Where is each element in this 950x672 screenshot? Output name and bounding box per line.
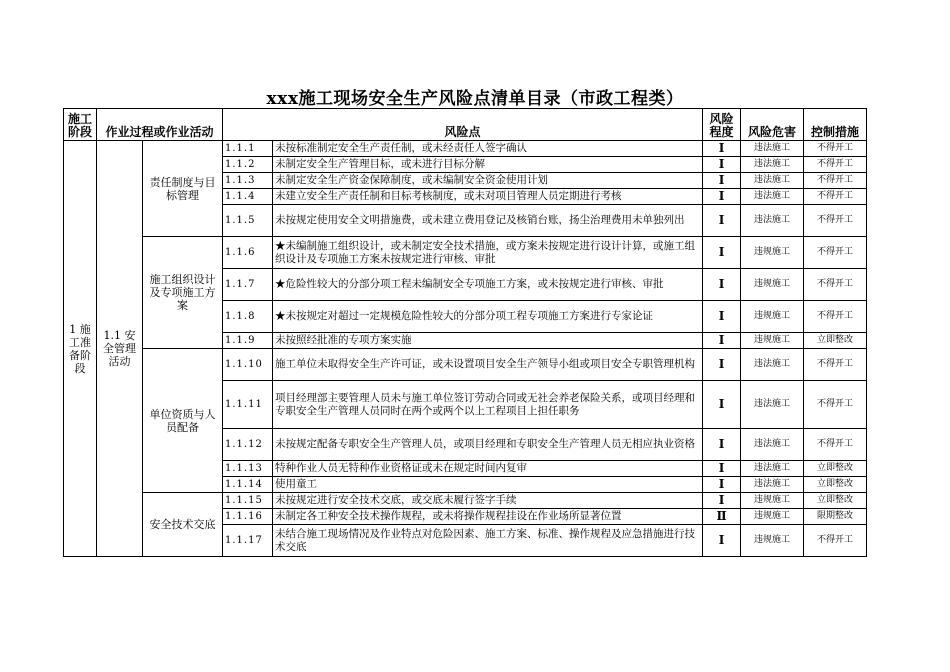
control-cell: 不得开工 — [804, 301, 867, 333]
harm-cell: 违法施工 — [741, 349, 804, 381]
risk-cell: ★危险性较大的分部分项工程未编制安全专项施工方案，或未按规定进行审核、审批 — [273, 269, 703, 301]
risk-cell: 未按规定进行安全技术交底，或交底未履行签字手续 — [273, 493, 703, 509]
code-cell: 1.1.9 — [223, 333, 273, 349]
control-cell: 不得开工 — [804, 173, 867, 189]
level-cell: Ⅰ — [703, 461, 741, 477]
level-cell: Ⅰ — [703, 301, 741, 333]
control-cell: 不得开工 — [804, 189, 867, 205]
table-row — [64, 349, 867, 381]
risk-cell: 未制定安全生产管理目标，或未进行目标分解 — [273, 157, 703, 173]
risk-cell: ★未编制施工组织设计，或未制定安全技术措施，或方案未按规定进行设计计算，或施工组织设计及专项施工方案未按规定进行审核、审批 — [273, 237, 703, 269]
risk-cell: 项目经理部主要管理人员未与施工单位签订劳动合同或无社会养老保险关系，或项目经理和专职安全生产管理人员同时在两个或两个以上工程项目上担任职务 — [273, 381, 703, 429]
risk-cell: 特种作业人员无特种作业资格证或未在规定时间内复审 — [273, 461, 703, 477]
code-cell: 1.1.8 — [223, 301, 273, 333]
code-cell: 1.1.4 — [223, 189, 273, 205]
header-control: 控制措施 — [804, 109, 867, 141]
activity-cell: 1.1 安全管理活动 — [97, 141, 143, 557]
control-cell: 立即整改 — [804, 493, 867, 509]
risk-cell: 未按规定配备专职安全生产管理人员，或项目经理和专职安全生产管理人员无相应执业资格 — [273, 429, 703, 461]
control-cell: 不得开工 — [804, 205, 867, 237]
control-cell: 不得开工 — [804, 429, 867, 461]
harm-cell: 违规施工 — [741, 493, 804, 509]
level-cell: Ⅰ — [703, 205, 741, 237]
control-cell: 立即整改 — [804, 461, 867, 477]
group-cell: 责任制度与目标管理 — [143, 141, 223, 237]
harm-cell: 违法施工 — [741, 189, 804, 205]
harm-cell: 违法施工 — [741, 477, 804, 493]
code-cell: 1.1.10 — [223, 349, 273, 381]
code-cell: 1.1.14 — [223, 477, 273, 493]
header-stage: 施工阶段 — [64, 109, 97, 141]
control-cell: 不得开工 — [804, 141, 867, 157]
level-cell: Ⅰ — [703, 349, 741, 381]
harm-cell: 违规施工 — [741, 509, 804, 525]
code-cell: 1.1.11 — [223, 381, 273, 429]
harm-cell: 违法施工 — [741, 157, 804, 173]
control-cell: 不得开工 — [804, 525, 867, 557]
code-cell: 1.1.13 — [223, 461, 273, 477]
harm-cell: 违规施工 — [741, 269, 804, 301]
risk-cell: 未制定各工种安全技术操作规程，或未将操作规程挂设在作业场所显著位置 — [273, 509, 703, 525]
risk-cell: 未按标准制定安全生产责任制，或未经责任人签字确认 — [273, 141, 703, 157]
level-cell: Ⅰ — [703, 381, 741, 429]
level-cell: Ⅰ — [703, 189, 741, 205]
control-cell: 限期整改 — [804, 509, 867, 525]
risk-cell: ★未按规定对超过一定规模危险性较大的分部分项工程专项施工方案进行专家论证 — [273, 301, 703, 333]
risk-table — [63, 108, 867, 557]
control-cell: 立即整改 — [804, 333, 867, 349]
risk-cell: 使用童工 — [273, 477, 703, 493]
control-cell: 不得开工 — [804, 349, 867, 381]
harm-cell: 违法施工 — [741, 381, 804, 429]
level-cell: Ⅰ — [703, 429, 741, 461]
level-cell: Ⅰ — [703, 477, 741, 493]
code-cell: 1.1.12 — [223, 429, 273, 461]
code-cell: 1.1.3 — [223, 173, 273, 189]
risk-cell: 未建立安全生产责任制和目标考核制度，或未对项目管理人员定期进行考核 — [273, 189, 703, 205]
level-cell: Ⅰ — [703, 141, 741, 157]
control-cell: 不得开工 — [804, 157, 867, 173]
harm-cell: 违法施工 — [741, 141, 804, 157]
document-title: xxx施工现场安全生产风险点清单目录（市政工程类） — [266, 89, 684, 109]
stage-cell: 1 施工准备阶段 — [64, 141, 97, 557]
level-cell: Ⅰ — [703, 269, 741, 301]
header-activity: 作业过程或作业活动 — [97, 109, 223, 141]
table-row — [64, 237, 867, 269]
control-cell: 立即整改 — [804, 477, 867, 493]
control-cell: 不得开工 — [804, 269, 867, 301]
risk-cell: 未按照经批准的专项方案实施 — [273, 333, 703, 349]
code-cell: 1.1.17 — [223, 525, 273, 557]
harm-cell: 违法施工 — [741, 173, 804, 189]
level-cell: Ⅰ — [703, 173, 741, 189]
harm-cell: 违规施工 — [741, 333, 804, 349]
risk-cell: 未制定安全生产资金保障制度，或未编制安全资金使用计划 — [273, 173, 703, 189]
code-cell: 1.1.7 — [223, 269, 273, 301]
header-risk: 风险点 — [223, 109, 703, 141]
table-row — [64, 141, 867, 157]
control-cell: 不得开工 — [804, 381, 867, 429]
harm-cell: 违法施工 — [741, 461, 804, 477]
code-cell: 1.1.5 — [223, 205, 273, 237]
header-row — [64, 109, 867, 141]
code-cell: 1.1.1 — [223, 141, 273, 157]
harm-cell: 违规施工 — [741, 237, 804, 269]
level-cell: Ⅰ — [703, 525, 741, 557]
risk-cell: 未结合施工现场情况及作业特点对危险因素、施工方案、标准、操作规程及应急措施进行技术交底 — [273, 525, 703, 557]
group-cell: 施工组织设计及专项施工方案 — [143, 237, 223, 349]
header-harm: 风险危害 — [741, 109, 804, 141]
control-cell: 不得开工 — [804, 237, 867, 269]
harm-cell: 违法施工 — [741, 429, 804, 461]
harm-cell: 违规施工 — [741, 525, 804, 557]
level-cell: Ⅱ — [703, 509, 741, 525]
level-cell: Ⅰ — [703, 333, 741, 349]
risk-cell: 未按规定使用安全文明措施费，或未建立费用登记及核销台账，扬尘治理费用未单独列出 — [273, 205, 703, 237]
level-cell: Ⅰ — [703, 157, 741, 173]
harm-cell: 违法施工 — [741, 205, 804, 237]
risk-cell: 施工单位未取得安全生产许可证，或未设置项目安全生产领导小组或项目安全专职管理机构 — [273, 349, 703, 381]
code-cell: 1.1.15 — [223, 493, 273, 509]
code-cell: 1.1.6 — [223, 237, 273, 269]
group-cell: 安全技术交底 — [143, 493, 223, 557]
harm-cell: 违规施工 — [741, 301, 804, 333]
level-cell: Ⅰ — [703, 493, 741, 509]
level-cell: Ⅰ — [703, 237, 741, 269]
header-level: 风险程度 — [703, 109, 741, 141]
code-cell: 1.1.2 — [223, 157, 273, 173]
code-cell: 1.1.16 — [223, 509, 273, 525]
table-row — [64, 493, 867, 509]
group-cell: 单位资质与人员配备 — [143, 349, 223, 493]
